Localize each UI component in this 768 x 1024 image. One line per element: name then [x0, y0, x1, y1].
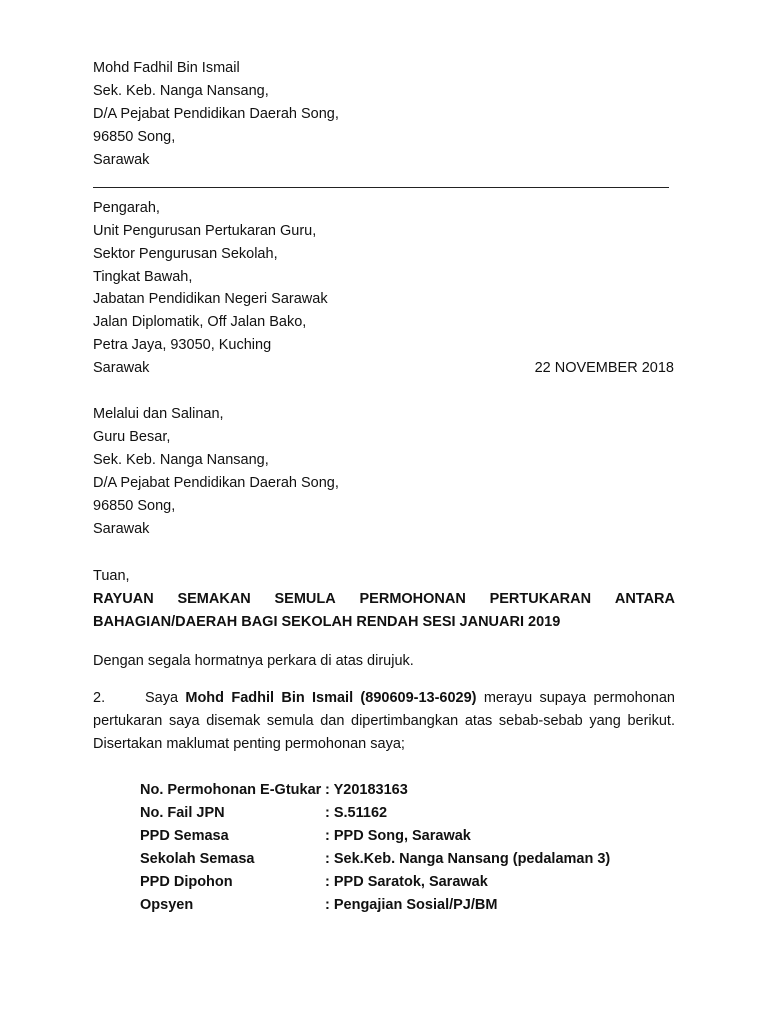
recipient-address-line: Sarawak — [93, 360, 150, 376]
detail-label: PPD Semasa — [140, 828, 229, 844]
detail-row — [140, 896, 700, 919]
subject-word: RAYUAN — [93, 591, 154, 607]
applicant-name-ic: Mohd Fadhil Bin Ismail (890609-13-6029) — [185, 690, 477, 706]
recipient-address-line: Pengarah, — [93, 200, 160, 216]
detail-value: : S.51162 — [325, 805, 388, 821]
detail-row — [140, 850, 700, 873]
subject-word: SEMAKAN — [177, 591, 251, 607]
detail-value: : Sek.Keb. Nanga Nansang (pedalaman 3) — [325, 851, 611, 867]
cc-address-line: D/A Pejabat Pendidikan Daerah Song, — [93, 475, 339, 491]
cc-address-line: Sek. Keb. Nanga Nansang, — [93, 452, 269, 468]
subject-word: PERMOHONAN — [359, 591, 466, 607]
recipient-address-line: Jabatan Pendidikan Negeri Sarawak — [93, 291, 328, 307]
letter-date: 22 NOVEMBER 2018 — [534, 360, 674, 376]
opening-sentence: Dengan segala hormatnya perkara di atas dirujuk. — [93, 653, 414, 669]
cc-address-line: Melalui dan Salinan, — [93, 406, 224, 422]
detail-value: : Y20183163 — [325, 782, 408, 798]
detail-row — [140, 827, 700, 850]
recipient-address-line: Jalan Diplomatik, Off Jalan Bako, — [93, 314, 307, 330]
detail-label: Sekolah Semasa — [140, 851, 255, 867]
application-details — [140, 781, 700, 919]
paragraph-2 — [93, 687, 675, 756]
paragraph-lead: Saya — [145, 690, 186, 706]
detail-value: : PPD Song, Sarawak — [325, 828, 471, 844]
detail-label: No. Permohonan E-Gtukar — [140, 782, 322, 798]
recipient-address-line: Petra Jaya, 93050, Kuching — [93, 337, 272, 353]
separator-line — [93, 187, 669, 188]
recipient-address-line: Tingkat Bawah, — [93, 269, 193, 285]
subject-line-1 — [93, 590, 675, 608]
detail-row — [140, 804, 700, 827]
salutation: Tuan, — [93, 568, 130, 584]
subject-line-2: BAHAGIAN/DAERAH BAGI SEKOLAH RENDAH SESI JANUARI 2019 — [93, 614, 561, 630]
detail-row — [140, 781, 700, 804]
subject-word: ANTARA — [614, 591, 675, 607]
cc-address-line: 96850 Song, — [93, 498, 176, 514]
paragraph-body: merayu supaya permohonan pertukaran saya disemak semula dan dipertimbangkan atas sebab-sebab yang berikut. Disertakan maklumat penting permohonan saya; — [93, 690, 675, 752]
subject-word: PERTUKARAN — [489, 591, 592, 607]
cc-address-line: Sarawak — [93, 521, 150, 537]
sender-address-line: 96850 Song, — [93, 129, 176, 145]
detail-label: No. Fail JPN — [140, 805, 225, 821]
detail-row — [140, 873, 700, 896]
recipient-address-line: Unit Pengurusan Pertukaran Guru, — [93, 223, 317, 239]
recipient-address-line: Sektor Pengurusan Sekolah, — [93, 246, 278, 262]
sender-address-line: Sarawak — [93, 152, 150, 168]
subject-word: SEMULA — [274, 591, 336, 607]
cc-address-line: Guru Besar, — [93, 429, 171, 445]
sender-address-line: Sek. Keb. Nanga Nansang, — [93, 83, 269, 99]
detail-value: : PPD Saratok, Sarawak — [325, 874, 488, 890]
sender-address-line: D/A Pejabat Pendidikan Daerah Song, — [93, 106, 339, 122]
detail-label: PPD Dipohon — [140, 874, 233, 890]
sender-name: Mohd Fadhil Bin Ismail — [93, 60, 240, 76]
detail-label: Opsyen — [140, 897, 194, 913]
paragraph-number: 2. — [93, 690, 106, 706]
detail-value: : Pengajian Sosial/PJ/BM — [325, 897, 498, 913]
